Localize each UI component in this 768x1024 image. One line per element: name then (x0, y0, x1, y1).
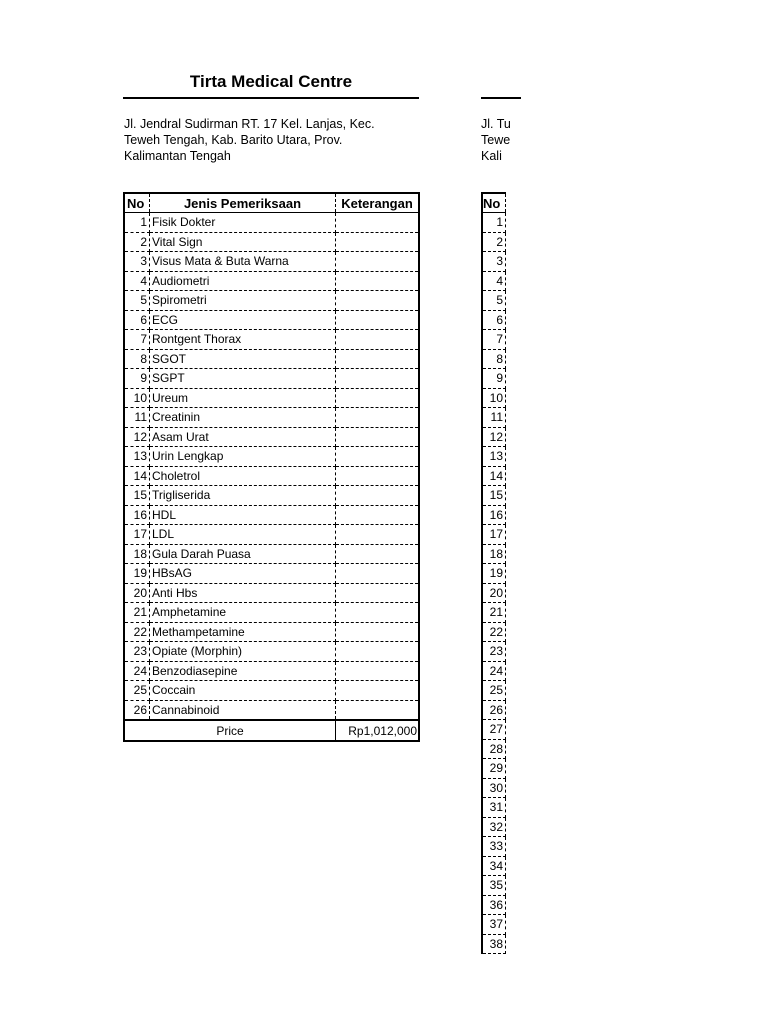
notes-cell (336, 252, 420, 272)
price-value: Rp1,012,000 (336, 720, 420, 741)
examination-name: Gula Darah Puasa (150, 544, 336, 564)
notes-cell (336, 291, 420, 311)
table-row (124, 213, 419, 233)
row-number: 6 (124, 310, 150, 330)
header-notes: Keterangan (336, 193, 420, 213)
examination-name: HDL (150, 505, 336, 525)
table-row (124, 486, 419, 506)
clipped-row-number: 29 (482, 759, 506, 779)
examination-name: LDL (150, 525, 336, 545)
examination-name: Choletrol (150, 466, 336, 486)
clipped-row-number: 3 (482, 252, 506, 272)
clipped-row-number: 22 (482, 622, 506, 642)
clipped-row-number: 10 (482, 388, 506, 408)
clipped-row (482, 369, 506, 389)
clipped-address-line: Tewe (481, 133, 511, 147)
notes-cell (336, 622, 420, 642)
row-number: 10 (124, 388, 150, 408)
table-row (124, 661, 419, 681)
examination-name: Rontgent Thorax (150, 330, 336, 350)
examination-name: Anti Hbs (150, 583, 336, 603)
examination-name: Benzodiasepine (150, 661, 336, 681)
table-row (124, 681, 419, 701)
clipped-row-number: 15 (482, 486, 506, 506)
clipped-address-line: Jl. Tu (481, 117, 511, 131)
table-row (124, 330, 419, 350)
table-row (124, 564, 419, 584)
notes-cell (336, 544, 420, 564)
notes-cell (336, 525, 420, 545)
clipped-row-number: 8 (482, 349, 506, 369)
clipped-row-number: 1 (482, 213, 506, 233)
page-title: Tirta Medical Centre (189, 72, 353, 91)
notes-cell (336, 232, 420, 252)
clipped-row (482, 837, 506, 857)
row-number: 15 (124, 486, 150, 506)
clipped-row (482, 856, 506, 876)
clipped-row-number: 11 (482, 408, 506, 428)
clipped-row-number: 4 (482, 271, 506, 291)
row-number: 18 (124, 544, 150, 564)
clipped-row-number: 38 (482, 934, 506, 954)
clipped-row (482, 447, 506, 467)
notes-cell (336, 583, 420, 603)
examination-name: ECG (150, 310, 336, 330)
clipped-row (482, 291, 506, 311)
clipped-row-number: 18 (482, 544, 506, 564)
examination-name: Vital Sign (150, 232, 336, 252)
clipped-row-number: 33 (482, 837, 506, 857)
address-block (124, 116, 424, 164)
table-row (124, 525, 419, 545)
notes-cell (336, 330, 420, 350)
clipped-row (482, 583, 506, 603)
row-number: 25 (124, 681, 150, 701)
examination-name: Urin Lengkap (150, 447, 336, 467)
table-row (124, 408, 419, 428)
address-line: Teweh Tengah, Kab. Barito Utara, Prov. (124, 133, 343, 147)
table-row (124, 310, 419, 330)
table-row (124, 369, 419, 389)
clipped-row-number: 23 (482, 642, 506, 662)
clipped-row-number: 30 (482, 778, 506, 798)
table-row (124, 232, 419, 252)
notes-cell (336, 310, 420, 330)
title-underline (123, 97, 419, 99)
clipped-row (482, 661, 506, 681)
row-number: 20 (124, 583, 150, 603)
table-row (124, 427, 419, 447)
row-number: 13 (124, 447, 150, 467)
clipped-row (482, 603, 506, 623)
notes-cell (336, 447, 420, 467)
clipped-body (482, 213, 506, 954)
clipped-row (482, 252, 506, 272)
clipped-row (482, 427, 506, 447)
examination-name: Cannabinoid (150, 700, 336, 720)
clipped-row (482, 466, 506, 486)
clipped-row (482, 349, 506, 369)
table-row (124, 622, 419, 642)
clipped-row-number: 14 (482, 466, 506, 486)
address-line: Kalimantan Tengah (124, 149, 231, 163)
notes-cell (336, 700, 420, 720)
row-number: 3 (124, 252, 150, 272)
clipped-row (482, 876, 506, 896)
clipped-row (482, 388, 506, 408)
notes-cell (336, 271, 420, 291)
table-row (124, 544, 419, 564)
clipped-row-number: 26 (482, 700, 506, 720)
row-number: 22 (124, 622, 150, 642)
clipped-row-number: 9 (482, 369, 506, 389)
price-label: Price (124, 720, 336, 741)
clipped-row (482, 681, 506, 701)
clipped-row (482, 213, 506, 233)
clipped-row-number: 36 (482, 895, 506, 915)
row-number: 7 (124, 330, 150, 350)
row-number: 1 (124, 213, 150, 233)
clipped-title-underline (481, 97, 521, 99)
clipped-row-number: 16 (482, 505, 506, 525)
table-row (124, 466, 419, 486)
examination-name: Ureum (150, 388, 336, 408)
clipped-row-number: 28 (482, 739, 506, 759)
table-header-row (124, 193, 419, 213)
clipped-row-number: 12 (482, 427, 506, 447)
clipped-row-number: 37 (482, 915, 506, 935)
examination-name: Visus Mata & Buta Warna (150, 252, 336, 272)
clipped-row-number: 2 (482, 232, 506, 252)
table-row (124, 291, 419, 311)
row-number: 9 (124, 369, 150, 389)
table-row (124, 447, 419, 467)
clipped-row (482, 330, 506, 350)
address-line: Jl. Jendral Sudirman RT. 17 Kel. Lanjas, Kec. (124, 117, 375, 131)
notes-cell (336, 427, 420, 447)
header-examination-type: Jenis Pemeriksaan (150, 193, 336, 213)
clipped-row (482, 642, 506, 662)
clipped-row (482, 232, 506, 252)
table-row (124, 603, 419, 623)
row-number: 23 (124, 642, 150, 662)
table-row (124, 349, 419, 369)
clipped-row-number: 24 (482, 661, 506, 681)
examination-name: Opiate (Morphin) (150, 642, 336, 662)
clipped-row (482, 544, 506, 564)
clipped-row (482, 505, 506, 525)
examination-name: HBsAG (150, 564, 336, 584)
header-no: No (124, 193, 150, 213)
examination-name: SGPT (150, 369, 336, 389)
clipped-row (482, 271, 506, 291)
notes-cell (336, 466, 420, 486)
clipped-row-number: 20 (482, 583, 506, 603)
examination-name: Spirometri (150, 291, 336, 311)
clipped-row (482, 934, 506, 954)
row-number: 2 (124, 232, 150, 252)
examination-name: Asam Urat (150, 427, 336, 447)
row-number: 8 (124, 349, 150, 369)
notes-cell (336, 505, 420, 525)
examination-name: Audiometri (150, 271, 336, 291)
clipped-row (482, 798, 506, 818)
row-number: 11 (124, 408, 150, 428)
clipped-header-no: No (482, 193, 506, 213)
notes-cell (336, 213, 420, 233)
price-row (124, 720, 419, 741)
row-number: 4 (124, 271, 150, 291)
clipped-row-number: 5 (482, 291, 506, 311)
clipped-row-number: 34 (482, 856, 506, 876)
clipped-row (482, 778, 506, 798)
clipped-row-number: 6 (482, 310, 506, 330)
clipped-row (482, 408, 506, 428)
notes-cell (336, 642, 420, 662)
clipped-row-number: 25 (482, 681, 506, 701)
table-row (124, 700, 419, 720)
notes-cell (336, 408, 420, 428)
clipped-row-number: 13 (482, 447, 506, 467)
table-body (124, 213, 419, 721)
clipped-row-number: 17 (482, 525, 506, 545)
clipped-row (482, 564, 506, 584)
clipped-row-number: 35 (482, 876, 506, 896)
table-row (124, 583, 419, 603)
table-row (124, 642, 419, 662)
row-number: 24 (124, 661, 150, 681)
clipped-row-number: 19 (482, 564, 506, 584)
row-number: 12 (124, 427, 150, 447)
row-number: 19 (124, 564, 150, 584)
examination-name: Trigliserida (150, 486, 336, 506)
examination-name: Creatinin (150, 408, 336, 428)
clipped-row-number: 7 (482, 330, 506, 350)
clipped-row (482, 525, 506, 545)
notes-cell (336, 681, 420, 701)
clipped-row (482, 739, 506, 759)
table-row (124, 505, 419, 525)
row-number: 17 (124, 525, 150, 545)
clipped-row (482, 622, 506, 642)
notes-cell (336, 564, 420, 584)
table-row (124, 388, 419, 408)
notes-cell (336, 349, 420, 369)
examination-name: Amphetamine (150, 603, 336, 623)
examination-table (123, 192, 420, 742)
clipped-row (482, 700, 506, 720)
clipped-row-number: 32 (482, 817, 506, 837)
notes-cell (336, 486, 420, 506)
clipped-row (482, 895, 506, 915)
clipped-row-number: 31 (482, 798, 506, 818)
row-number: 5 (124, 291, 150, 311)
clipped-row (482, 915, 506, 935)
clipped-row (482, 759, 506, 779)
examination-name: Fisik Dokter (150, 213, 336, 233)
notes-cell (336, 661, 420, 681)
clipped-row (482, 720, 506, 740)
examination-name: Methampetamine (150, 622, 336, 642)
clipped-row-number: 27 (482, 720, 506, 740)
clipped-header-row (482, 193, 506, 213)
row-number: 21 (124, 603, 150, 623)
notes-cell (336, 369, 420, 389)
clipped-row (482, 817, 506, 837)
clipped-row-number: 21 (482, 603, 506, 623)
notes-cell (336, 603, 420, 623)
notes-cell (336, 388, 420, 408)
clipped-second-copy (481, 0, 511, 1024)
clipped-number-column (481, 192, 506, 954)
examination-name: Coccain (150, 681, 336, 701)
examination-name: SGOT (150, 349, 336, 369)
clipped-address-line: Kali (481, 149, 502, 163)
row-number: 26 (124, 700, 150, 720)
clipped-row (482, 310, 506, 330)
clipped-address (481, 116, 511, 164)
row-number: 14 (124, 466, 150, 486)
table-row (124, 252, 419, 272)
table-row (124, 271, 419, 291)
row-number: 16 (124, 505, 150, 525)
clipped-row (482, 486, 506, 506)
